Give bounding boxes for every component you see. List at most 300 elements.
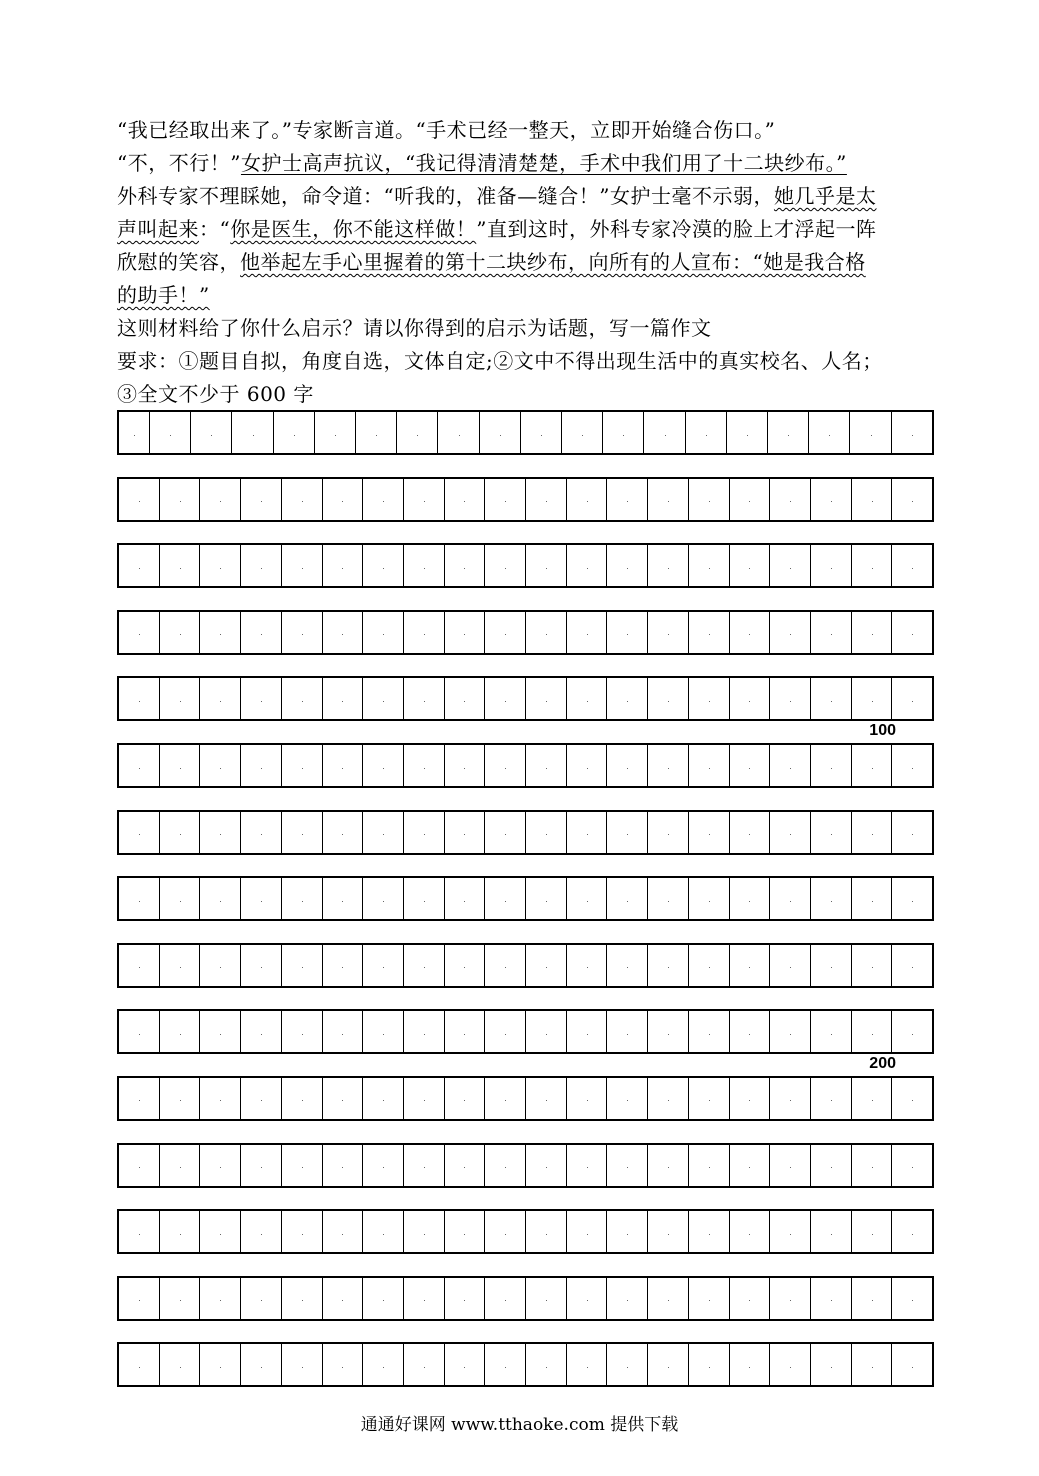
writing-cell[interactable] [322,745,363,786]
writing-cell[interactable] [769,1145,810,1186]
writing-cell[interactable] [444,1344,485,1385]
writing-cell[interactable] [851,1211,892,1252]
writing-cell[interactable] [566,1011,607,1052]
writing-cell[interactable] [444,1145,485,1186]
writing-cell[interactable] [484,1344,525,1385]
writing-cell[interactable] [891,479,932,520]
writing-cell[interactable] [729,1078,770,1119]
writing-cell[interactable] [769,1211,810,1252]
writing-cell[interactable] [891,1078,932,1119]
writing-cell[interactable] [240,945,281,986]
writing-cell[interactable] [159,1011,200,1052]
writing-cell[interactable] [769,945,810,986]
writing-cell[interactable] [851,1011,892,1052]
writing-cell[interactable] [437,412,478,453]
writing-cell[interactable] [525,479,566,520]
writing-cell[interactable] [403,1078,444,1119]
writing-cell[interactable] [159,1278,200,1319]
writing-cell[interactable] [647,1211,688,1252]
writing-cell[interactable] [484,1278,525,1319]
writing-cell[interactable] [688,1011,729,1052]
writing-cell[interactable] [810,1011,851,1052]
writing-cell[interactable] [322,1344,363,1385]
writing-cell[interactable] [149,412,190,453]
writing-cell[interactable] [273,412,314,453]
writing-cell[interactable] [119,745,159,786]
writing-cell[interactable] [643,412,684,453]
writing-cell[interactable] [362,678,403,719]
writing-cell[interactable] [561,412,602,453]
writing-cell[interactable] [240,812,281,853]
writing-cell[interactable] [199,479,240,520]
writing-cell[interactable] [119,1344,159,1385]
writing-cell[interactable] [851,678,892,719]
writing-cell[interactable] [891,412,932,453]
writing-cell[interactable] [729,1278,770,1319]
writing-cell[interactable] [322,479,363,520]
writing-cell[interactable] [525,1344,566,1385]
writing-cell[interactable] [403,812,444,853]
writing-cell[interactable] [525,1211,566,1252]
writing-cell[interactable] [688,745,729,786]
writing-cell[interactable] [444,1011,485,1052]
writing-cell[interactable] [729,945,770,986]
writing-cell[interactable] [119,812,159,853]
writing-cell[interactable] [810,1211,851,1252]
writing-cell[interactable] [810,745,851,786]
writing-cell[interactable] [159,545,200,586]
writing-cell[interactable] [403,1011,444,1052]
writing-cell[interactable] [199,878,240,919]
writing-cell[interactable] [159,1078,200,1119]
writing-cell[interactable] [322,545,363,586]
writing-cell[interactable] [159,878,200,919]
writing-cell[interactable] [606,1078,647,1119]
writing-cell[interactable] [520,412,561,453]
writing-cell[interactable] [444,1078,485,1119]
writing-grid[interactable] [117,410,934,1409]
writing-cell[interactable] [729,745,770,786]
writing-cell[interactable] [484,745,525,786]
writing-cell[interactable] [851,878,892,919]
writing-cell[interactable] [484,545,525,586]
writing-cell[interactable] [851,612,892,653]
writing-cell[interactable] [403,1211,444,1252]
writing-cell[interactable] [159,678,200,719]
writing-cell[interactable] [851,1078,892,1119]
writing-cell[interactable] [444,945,485,986]
writing-cell[interactable] [891,1145,932,1186]
writing-cell[interactable] [403,1344,444,1385]
writing-cell[interactable] [647,1145,688,1186]
writing-cell[interactable] [602,412,643,453]
writing-cell[interactable] [240,1145,281,1186]
writing-cell[interactable] [240,1278,281,1319]
writing-cell[interactable] [891,1278,932,1319]
writing-cell[interactable] [891,1011,932,1052]
writing-cell[interactable] [566,1078,607,1119]
writing-cell[interactable] [810,545,851,586]
writing-cell[interactable] [726,412,767,453]
writing-cell[interactable] [281,945,322,986]
writing-cell[interactable] [119,1278,159,1319]
writing-cell[interactable] [647,812,688,853]
writing-cell[interactable] [769,1344,810,1385]
writing-cell[interactable] [891,612,932,653]
writing-cell[interactable] [688,1078,729,1119]
writing-cell[interactable] [810,678,851,719]
writing-cell[interactable] [606,678,647,719]
writing-cell[interactable] [362,1078,403,1119]
writing-cell[interactable] [444,678,485,719]
writing-cell[interactable] [444,812,485,853]
writing-cell[interactable] [479,412,520,453]
writing-cell[interactable] [119,612,159,653]
writing-cell[interactable] [606,878,647,919]
writing-cell[interactable] [688,1211,729,1252]
writing-cell[interactable] [525,678,566,719]
writing-cell[interactable] [281,1145,322,1186]
writing-cell[interactable] [240,678,281,719]
writing-cell[interactable] [240,612,281,653]
writing-cell[interactable] [851,945,892,986]
writing-cell[interactable] [322,945,363,986]
writing-cell[interactable] [403,612,444,653]
writing-cell[interactable] [606,1211,647,1252]
writing-cell[interactable] [810,878,851,919]
writing-cell[interactable] [281,479,322,520]
writing-cell[interactable] [810,1145,851,1186]
writing-cell[interactable] [484,612,525,653]
writing-cell[interactable] [729,878,770,919]
writing-cell[interactable] [685,412,726,453]
writing-cell[interactable] [396,412,437,453]
writing-cell[interactable] [647,1011,688,1052]
writing-cell[interactable] [769,812,810,853]
writing-cell[interactable] [729,1145,770,1186]
writing-cell[interactable] [403,545,444,586]
writing-cell[interactable] [566,545,607,586]
writing-cell[interactable] [851,745,892,786]
writing-cell[interactable] [729,812,770,853]
writing-cell[interactable] [729,1011,770,1052]
writing-cell[interactable] [851,545,892,586]
writing-cell[interactable] [322,1278,363,1319]
writing-cell[interactable] [851,1278,892,1319]
writing-cell[interactable] [851,812,892,853]
writing-cell[interactable] [281,1344,322,1385]
writing-cell[interactable] [891,812,932,853]
writing-cell[interactable] [484,1211,525,1252]
writing-cell[interactable] [322,1211,363,1252]
writing-cell[interactable] [891,1344,932,1385]
writing-cell[interactable] [769,479,810,520]
writing-cell[interactable] [199,1078,240,1119]
writing-cell[interactable] [159,479,200,520]
writing-cell[interactable] [606,812,647,853]
writing-cell[interactable] [647,479,688,520]
writing-cell[interactable] [322,678,363,719]
writing-cell[interactable] [199,1278,240,1319]
writing-cell[interactable] [281,1011,322,1052]
writing-cell[interactable] [281,812,322,853]
writing-cell[interactable] [240,1344,281,1385]
writing-cell[interactable] [525,1011,566,1052]
writing-cell[interactable] [119,412,149,453]
writing-cell[interactable] [199,1211,240,1252]
writing-cell[interactable] [891,1211,932,1252]
writing-cell[interactable] [199,745,240,786]
writing-cell[interactable] [444,612,485,653]
writing-cell[interactable] [281,545,322,586]
writing-cell[interactable] [566,678,607,719]
writing-cell[interactable] [525,745,566,786]
writing-cell[interactable] [159,945,200,986]
writing-cell[interactable] [769,1011,810,1052]
writing-cell[interactable] [606,945,647,986]
writing-cell[interactable] [769,612,810,653]
writing-cell[interactable] [647,1344,688,1385]
writing-cell[interactable] [647,545,688,586]
writing-cell[interactable] [769,1078,810,1119]
writing-cell[interactable] [647,1278,688,1319]
writing-cell[interactable] [606,545,647,586]
writing-cell[interactable] [362,612,403,653]
writing-cell[interactable] [729,545,770,586]
writing-cell[interactable] [525,1145,566,1186]
writing-cell[interactable] [362,945,403,986]
writing-cell[interactable] [190,412,231,453]
writing-cell[interactable] [403,678,444,719]
writing-cell[interactable] [688,812,729,853]
writing-cell[interactable] [119,1011,159,1052]
writing-cell[interactable] [281,1211,322,1252]
writing-cell[interactable] [769,545,810,586]
writing-cell[interactable] [444,1278,485,1319]
writing-cell[interactable] [647,1078,688,1119]
writing-cell[interactable] [199,1011,240,1052]
writing-cell[interactable] [322,1011,363,1052]
writing-cell[interactable] [403,1278,444,1319]
writing-cell[interactable] [199,812,240,853]
writing-cell[interactable] [566,812,607,853]
writing-cell[interactable] [891,745,932,786]
writing-cell[interactable] [849,412,890,453]
writing-cell[interactable] [403,1145,444,1186]
writing-cell[interactable] [525,878,566,919]
writing-cell[interactable] [688,612,729,653]
writing-cell[interactable] [199,1145,240,1186]
writing-cell[interactable] [767,412,808,453]
writing-cell[interactable] [566,612,607,653]
writing-cell[interactable] [322,612,363,653]
writing-cell[interactable] [688,545,729,586]
writing-cell[interactable] [281,1278,322,1319]
writing-cell[interactable] [851,479,892,520]
writing-cell[interactable] [606,479,647,520]
writing-cell[interactable] [647,945,688,986]
writing-cell[interactable] [647,745,688,786]
writing-cell[interactable] [769,678,810,719]
writing-cell[interactable] [688,1344,729,1385]
writing-cell[interactable] [808,412,849,453]
writing-cell[interactable] [566,479,607,520]
writing-cell[interactable] [484,678,525,719]
writing-cell[interactable] [566,945,607,986]
writing-cell[interactable] [362,745,403,786]
writing-cell[interactable] [362,812,403,853]
writing-cell[interactable] [525,945,566,986]
writing-cell[interactable] [199,678,240,719]
writing-cell[interactable] [566,745,607,786]
writing-cell[interactable] [362,878,403,919]
writing-cell[interactable] [199,945,240,986]
writing-cell[interactable] [444,745,485,786]
writing-cell[interactable] [240,479,281,520]
writing-cell[interactable] [688,1145,729,1186]
writing-cell[interactable] [769,878,810,919]
writing-cell[interactable] [891,545,932,586]
writing-cell[interactable] [281,612,322,653]
writing-cell[interactable] [525,612,566,653]
writing-cell[interactable] [231,412,272,453]
writing-cell[interactable] [444,545,485,586]
writing-cell[interactable] [240,1011,281,1052]
writing-cell[interactable] [769,745,810,786]
writing-cell[interactable] [314,412,355,453]
writing-cell[interactable] [362,1211,403,1252]
writing-cell[interactable] [362,1278,403,1319]
writing-cell[interactable] [525,1078,566,1119]
writing-cell[interactable] [403,878,444,919]
writing-cell[interactable] [688,479,729,520]
writing-cell[interactable] [362,1145,403,1186]
writing-cell[interactable] [281,678,322,719]
writing-cell[interactable] [159,1211,200,1252]
writing-cell[interactable] [525,812,566,853]
writing-cell[interactable] [362,1011,403,1052]
writing-cell[interactable] [119,479,159,520]
writing-cell[interactable] [444,1211,485,1252]
writing-cell[interactable] [199,612,240,653]
writing-cell[interactable] [810,812,851,853]
writing-cell[interactable] [403,479,444,520]
writing-cell[interactable] [566,1278,607,1319]
writing-cell[interactable] [199,1344,240,1385]
writing-cell[interactable] [566,1145,607,1186]
writing-cell[interactable] [647,878,688,919]
writing-cell[interactable] [403,745,444,786]
writing-cell[interactable] [159,612,200,653]
writing-cell[interactable] [525,1278,566,1319]
writing-cell[interactable] [199,545,240,586]
writing-cell[interactable] [891,878,932,919]
writing-cell[interactable] [240,745,281,786]
writing-cell[interactable] [281,745,322,786]
writing-cell[interactable] [484,812,525,853]
writing-cell[interactable] [566,878,607,919]
writing-cell[interactable] [322,1145,363,1186]
writing-cell[interactable] [159,1145,200,1186]
writing-cell[interactable] [281,1078,322,1119]
writing-cell[interactable] [810,1344,851,1385]
writing-cell[interactable] [240,878,281,919]
writing-cell[interactable] [484,878,525,919]
writing-cell[interactable] [355,412,396,453]
writing-cell[interactable] [851,1344,892,1385]
writing-cell[interactable] [851,1145,892,1186]
writing-cell[interactable] [688,878,729,919]
writing-cell[interactable] [729,678,770,719]
writing-cell[interactable] [322,878,363,919]
writing-cell[interactable] [281,878,322,919]
writing-cell[interactable] [606,745,647,786]
writing-cell[interactable] [729,612,770,653]
writing-cell[interactable] [119,1145,159,1186]
writing-cell[interactable] [322,1078,363,1119]
writing-cell[interactable] [484,1078,525,1119]
writing-cell[interactable] [729,479,770,520]
writing-cell[interactable] [119,678,159,719]
writing-cell[interactable] [362,545,403,586]
writing-cell[interactable] [810,479,851,520]
writing-cell[interactable] [688,1278,729,1319]
writing-cell[interactable] [444,479,485,520]
writing-cell[interactable] [159,1344,200,1385]
writing-cell[interactable] [119,1211,159,1252]
writing-cell[interactable] [566,1344,607,1385]
writing-cell[interactable] [444,878,485,919]
writing-cell[interactable] [484,1011,525,1052]
writing-cell[interactable] [606,1145,647,1186]
writing-cell[interactable] [484,945,525,986]
writing-cell[interactable] [606,1344,647,1385]
writing-cell[interactable] [240,1078,281,1119]
writing-cell[interactable] [891,678,932,719]
writing-cell[interactable] [159,812,200,853]
writing-cell[interactable] [525,545,566,586]
writing-cell[interactable] [647,612,688,653]
writing-cell[interactable] [688,678,729,719]
writing-cell[interactable] [688,945,729,986]
writing-cell[interactable] [484,1145,525,1186]
writing-cell[interactable] [362,1344,403,1385]
writing-cell[interactable] [729,1211,770,1252]
writing-cell[interactable] [606,1011,647,1052]
writing-cell[interactable] [769,1278,810,1319]
writing-cell[interactable] [119,945,159,986]
writing-cell[interactable] [362,479,403,520]
writing-cell[interactable] [810,612,851,653]
writing-cell[interactable] [403,945,444,986]
writing-cell[interactable] [484,479,525,520]
writing-cell[interactable] [119,545,159,586]
writing-cell[interactable] [119,878,159,919]
writing-cell[interactable] [322,812,363,853]
writing-cell[interactable] [159,745,200,786]
writing-cell[interactable] [647,678,688,719]
writing-cell[interactable] [119,1078,159,1119]
writing-cell[interactable] [606,1278,647,1319]
writing-cell[interactable] [810,1278,851,1319]
writing-cell[interactable] [891,945,932,986]
writing-cell[interactable] [810,1078,851,1119]
writing-cell[interactable] [566,1211,607,1252]
writing-cell[interactable] [810,945,851,986]
writing-cell[interactable] [240,1211,281,1252]
writing-cell[interactable] [240,545,281,586]
writing-cell[interactable] [729,1344,770,1385]
